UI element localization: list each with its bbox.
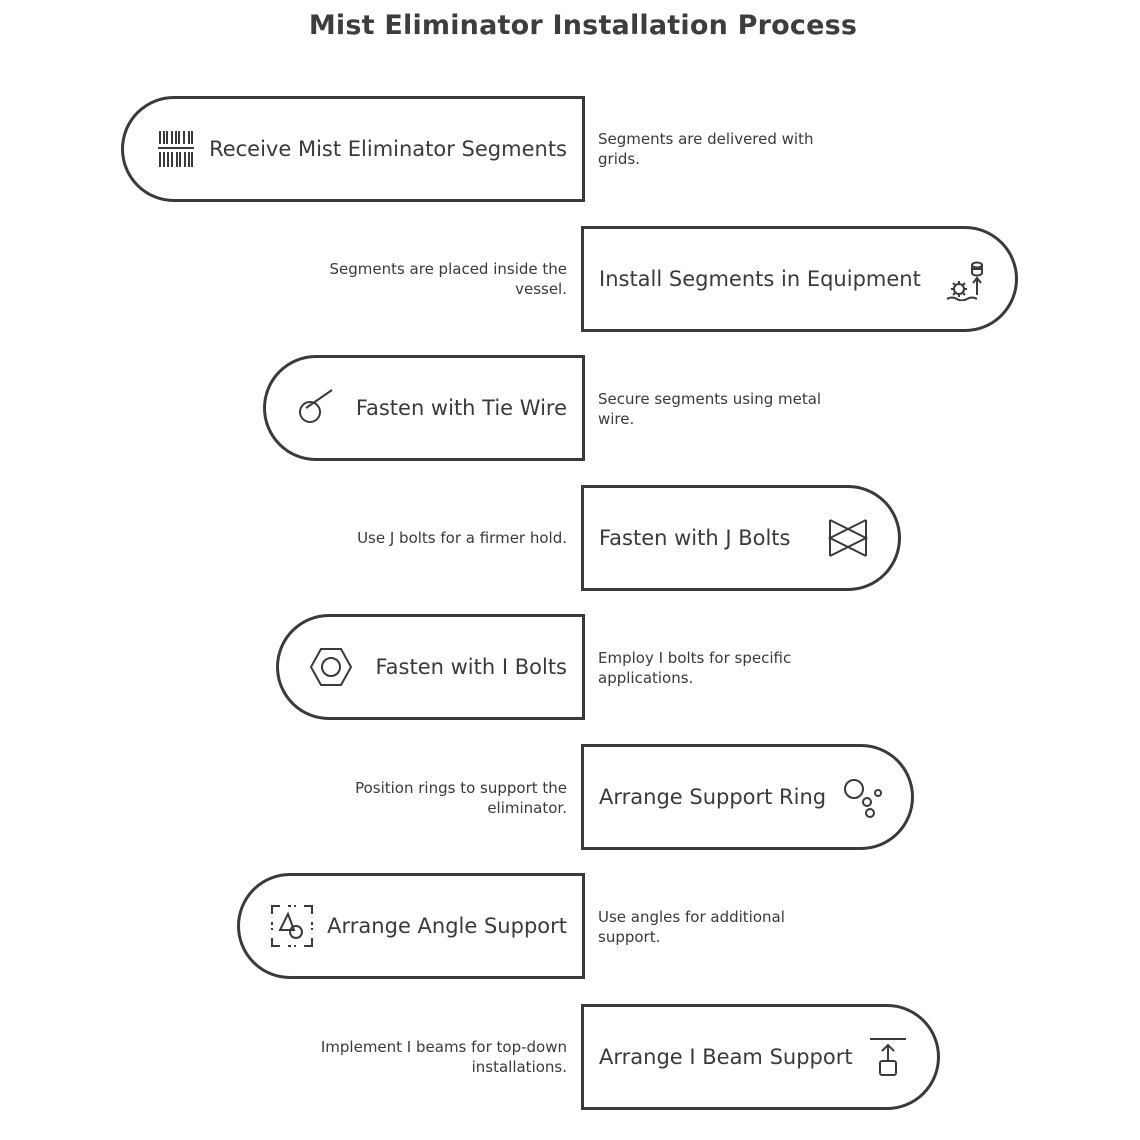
step-label: Arrange Support Ring — [599, 785, 827, 809]
step-description: Secure segments using metal wire. — [598, 390, 822, 428]
step-angle-support — [237, 873, 585, 979]
step-description: Segments are delivered with grids. — [598, 130, 814, 168]
barcode-icon — [154, 127, 198, 171]
step-label: Arrange Angle Support — [327, 914, 567, 938]
step-description: Position rings to support the eliminator. — [355, 779, 567, 817]
step-label: Fasten with I Bolts — [375, 655, 567, 679]
step-i-beam-support — [581, 1004, 940, 1110]
step-install-segments — [581, 226, 1018, 332]
step-j-bolts — [581, 485, 901, 591]
bowtie-icon — [826, 516, 870, 560]
diagram-title: Mist Eliminator Installation Process — [308, 10, 858, 41]
step-tie-wire — [263, 355, 585, 461]
step-description: Implement I beams for top-down installations. — [320, 1038, 567, 1076]
rings-icon — [840, 775, 884, 819]
step-label: Fasten with Tie Wire — [355, 396, 567, 420]
shapes-frame-icon — [270, 904, 314, 948]
hex-nut-icon — [309, 645, 353, 689]
upload-box-icon — [866, 1035, 910, 1079]
installation-icon — [944, 257, 988, 301]
step-description: Employ I bolts for specific applications. — [598, 649, 792, 687]
step-receive-segments — [121, 96, 585, 202]
step-label: Fasten with J Bolts — [599, 526, 791, 550]
step-label: Install Segments in Equipment — [599, 267, 921, 291]
step-label: Arrange I Beam Support — [599, 1045, 853, 1069]
step-label: Receive Mist Eliminator Segments — [209, 137, 567, 161]
step-description: Segments are placed inside the vessel. — [329, 260, 567, 298]
step-i-bolts — [276, 614, 585, 720]
step-support-ring — [581, 744, 914, 850]
step-description: Use J bolts for a firmer hold. — [357, 529, 567, 547]
step-description: Use angles for additional support. — [598, 908, 785, 946]
tie-wire-icon — [292, 386, 336, 430]
